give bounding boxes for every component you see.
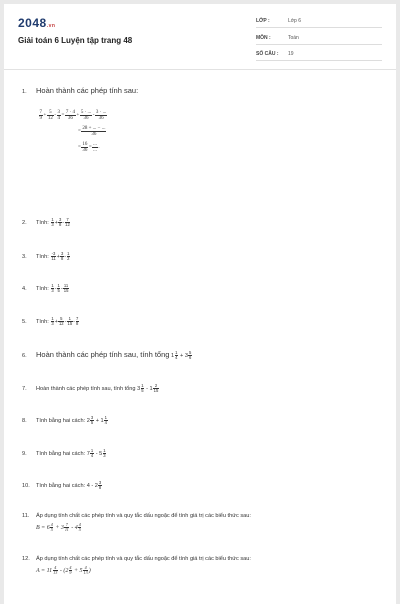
question-12-expression: A = 11 $\frac{4}{13}$ - (2 $\frac{4}{9}$ + 5 $\frac{4}{13}$ ) [36, 565, 91, 576]
question-10: 10. Tính bằng hai cách: 4 - 2 $\frac{3}{8}$ [22, 480, 102, 491]
question-1: 1. Hoàn thành các phép tính sau: [22, 86, 139, 95]
question-2: 2. Tính: $\frac{1}{3}$ + $\frac{3}{8}$ - $\frac{7}{12}$ [22, 217, 70, 228]
question-11-expression: B = 6 $\frac{4}{5}$ + 3 $\frac{7}{11}$ - 4 $\frac{4}{5}$ [36, 522, 81, 533]
question-7: 7. Hoàn thành các phép tính sau, tính tổng 3 $\frac{1}{5}$ - 1 $\frac{2}{15}$ [22, 383, 159, 394]
meta-count: SỐ CÂU : 19 [256, 51, 382, 61]
question-6: 6. Hoàn thành các phép tính sau, tính tổng 1 $\frac{1}{4}$ + 3 $\frac{5}{6}$ [22, 349, 192, 361]
question-4: 4. Tính: $\frac{1}{3}$ - $\frac{1}{5}$ - $\frac{11}{15}$ [22, 283, 69, 294]
question-3: 3. Tính: $\frac{-3}{11}$ + $\frac{3}{8}$ - $\frac{1}{2}$ [22, 251, 70, 262]
document-title: Giải toán 6 Luyện tập trang 48 [18, 36, 133, 45]
question-8: 8. Tính bằng hai cách: 2 $\frac{3}{5}$ + 1 $\frac{1}{4}$ [22, 415, 108, 426]
site-logo[interactable]: 2048.vn [18, 16, 56, 30]
document-header [4, 4, 396, 70]
question-11: 11. Áp dụng tính chất các phép tính và quy tắc dấu ngoặc để tính giá trị các biểu thức sau: B = 6 $\frac{4}{5}$ + 3 $\frac{7}{11}$ - 4 $\frac{4}{5}$ [22, 513, 386, 532]
question-5: 5. Tính: $\frac{1}{3}$ + $\frac{5}{12}$ - $\frac{1}{15}$ - $\frac{7}{8}$ [22, 316, 79, 327]
question-1-calculation: $\frac{7}{9}$ + $\frac{5}{12}$ - $\frac{3}{4}$ = $\frac{7 \cdot 4}{36}$ + $\frac{5 \cdot ...}{36}$ - $\frac{3 \cdot ...}{36}$ = $\frac{28 + ... - ...}{36}$ = $\frac{16}{36}$ = $\frac{...}{...}$ . [39, 109, 107, 153]
question-9: 9. Tính bằng hai cách: 7 $\frac{1}{4}$ - 5 $\frac{1}{3}$ [22, 448, 106, 459]
document-page [4, 4, 396, 604]
meta-subject: MÔN : Toán [256, 35, 382, 45]
question-12: 12. Áp dụng tính chất các phép tính và quy tắc dấu ngoặc để tính giá trị các biểu thức sau: A = 11 $\frac{4}{13}$ - (2 $\frac{4}{9}$ + 5 $\frac{4}{13}$ ) [22, 556, 386, 575]
meta-grade: LỚP : Lớp 6 [256, 18, 382, 28]
